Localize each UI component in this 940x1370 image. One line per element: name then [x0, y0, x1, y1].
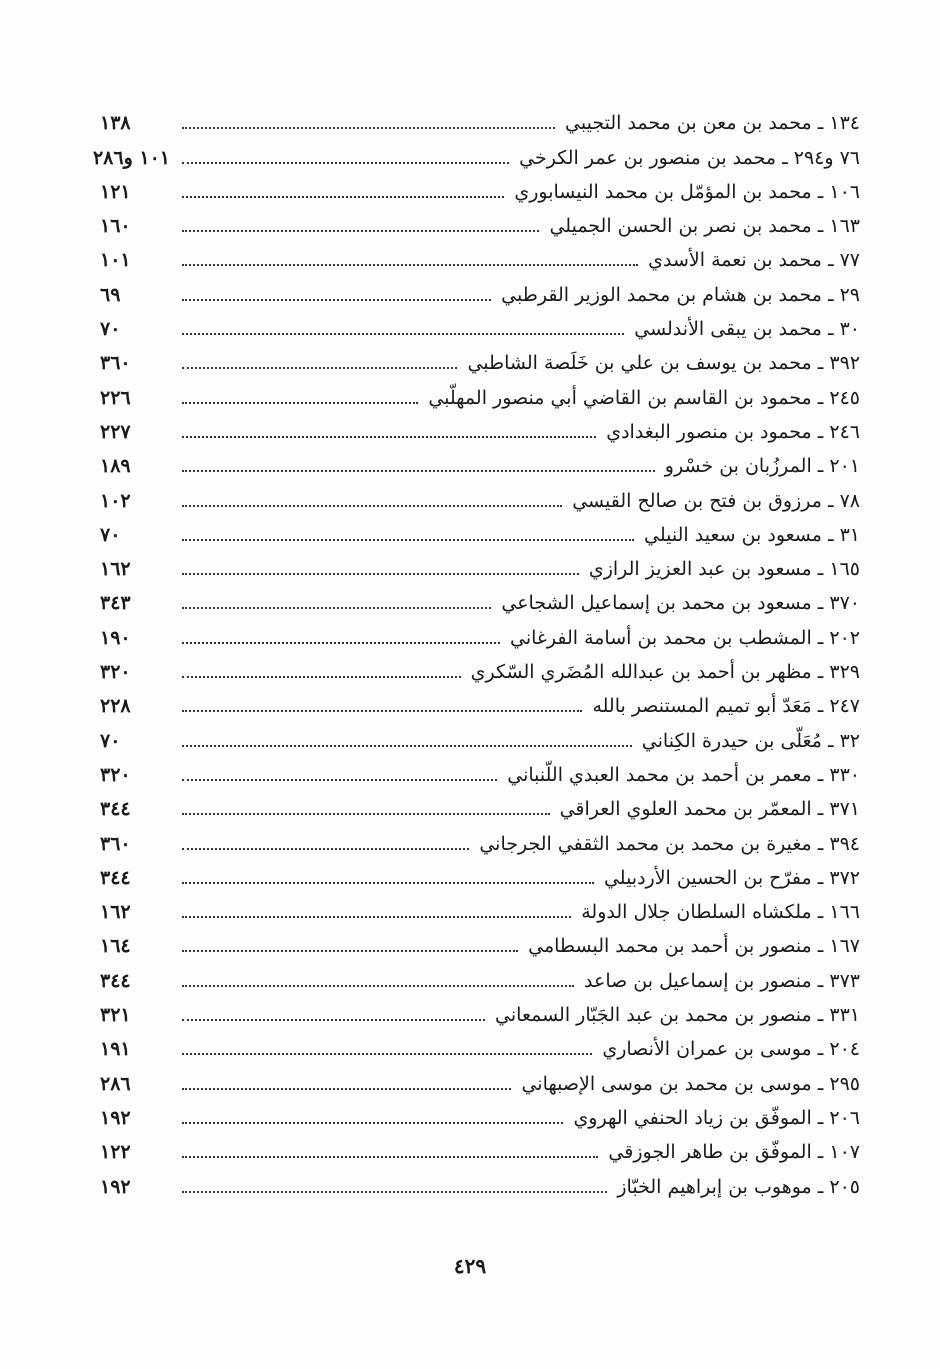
- entry-page-ref: ٧٠: [100, 523, 121, 546]
- index-entry: [100, 309, 860, 343]
- entry-page-ref: ١٠١: [100, 249, 131, 272]
- dot-leader: [182, 402, 418, 404]
- dot-leader: [182, 813, 550, 815]
- index-entry: [100, 995, 860, 1029]
- dot-leader: [182, 436, 596, 438]
- index-entry: [100, 720, 860, 754]
- entry-name: ٢٠٦ ـ الموفّق بن زياد الحنفي الهروي: [573, 1106, 860, 1129]
- entry-page-ref: ٧٠: [100, 729, 121, 752]
- entry-name: ٣٩٢ ـ محمد بن يوسف بن علي بن خَلَصة الشاطبي: [467, 352, 860, 375]
- entry-page-ref: ٧٠: [100, 318, 121, 341]
- index-entry: [100, 206, 860, 240]
- index-entry: [100, 755, 860, 789]
- entry-page-ref: ١٣٨: [100, 112, 131, 135]
- entry-name: ٣٧٣ ـ منصور بن إسماعيل بن صاعد: [584, 969, 860, 992]
- entry-page-ref: ١٦٤: [100, 935, 131, 958]
- index-entry: [100, 789, 860, 823]
- entry-page-ref: ٢٢٨: [100, 695, 131, 718]
- index-entry: [100, 892, 860, 926]
- entry-name: ٣٠ ـ محمد بن يبقى الأندلسي: [634, 318, 860, 341]
- dot-leader: [182, 162, 509, 164]
- dot-leader: [182, 264, 638, 266]
- index-entry: [100, 1098, 860, 1132]
- entry-page-ref: ٣٤٤: [100, 866, 131, 889]
- dot-leader: [182, 1053, 592, 1055]
- index-entry: [100, 926, 860, 960]
- index-entry: [100, 617, 860, 651]
- index-entry: [100, 823, 860, 857]
- entry-page-ref: ٣٤٣: [100, 592, 131, 615]
- entry-name: ٢٤٦ ـ محمود بن منصور البغدادي: [606, 420, 860, 443]
- entry-page-ref: ٢٢٦: [100, 386, 131, 409]
- entry-name: ٣٣٠ ـ معمر بن أحمد بن محمد العبدي اللّنباني: [507, 763, 860, 786]
- entry-page-ref: ١٢٢: [100, 1141, 131, 1164]
- entry-page-ref: ١٩١: [100, 1038, 131, 1061]
- entry-name: ١٦٧ ـ منصور بن أحمد بن محمد البسطامي: [528, 935, 860, 958]
- dot-leader: [182, 573, 579, 575]
- index-entry: [100, 446, 860, 480]
- dot-leader: [182, 985, 574, 987]
- entry-name: ١٠٦ ـ محمد بن المؤمّل بن محمد النيسابوري: [514, 180, 860, 203]
- entry-page-ref: ١٦٢: [100, 558, 131, 581]
- dot-leader: [182, 299, 491, 301]
- entry-page-ref: ٢٢٧: [100, 420, 131, 443]
- dot-leader: [182, 848, 469, 850]
- entry-name: ٧٦ و٢٩٤ ـ محمد بن منصور بن عمر الكرخي: [519, 146, 860, 169]
- dot-leader: [182, 367, 457, 369]
- index-entry: [100, 377, 860, 411]
- dot-leader: [182, 1019, 485, 1021]
- entry-name: ٣٢٩ ـ مظهر بن أحمد بن عبدالله المُضَري السّكري: [470, 661, 860, 684]
- dot-leader: [182, 710, 582, 712]
- entry-page-ref: ٣٦٠: [100, 832, 131, 855]
- entry-page-ref: ٣٦٠: [100, 352, 131, 375]
- index-entry: [100, 412, 860, 446]
- entry-name: ٣٩٤ ـ مغيرة بن محمد بن محمد الثقفي الجرجاني: [479, 832, 860, 855]
- entry-name: ٣١ ـ مسعود بن سعيد النيلي: [644, 523, 860, 546]
- entry-name: ٢٠٤ ـ موسى بن عمران الأنصاري: [602, 1038, 860, 1061]
- entry-name: ٣٧٢ ـ مفرّح بن الحسين الأردبيلي: [603, 866, 860, 889]
- dot-leader: [182, 950, 518, 952]
- dot-leader: [182, 1156, 598, 1158]
- entry-name: ١٠٧ ـ الموفّق بن طاهر الجوزقي: [608, 1141, 860, 1164]
- index-entry: [100, 480, 860, 514]
- page-number: ٤٢٩: [453, 1254, 487, 1278]
- entry-page-ref: ٣٢٠: [100, 661, 131, 684]
- index-entry: [92, 137, 860, 171]
- dot-leader: [182, 1088, 511, 1090]
- entry-name: ٢٤٧ ـ مَعَدّ أبو تميم المستنصر بالله: [592, 695, 860, 718]
- dot-leader: [182, 607, 491, 609]
- index-entry: [100, 172, 860, 206]
- index-entry: [100, 1166, 860, 1200]
- index-entry: [100, 1063, 860, 1097]
- dot-leader: [182, 127, 555, 129]
- index-entry: [100, 652, 860, 686]
- dot-leader: [182, 1191, 607, 1193]
- index-entry: [100, 583, 860, 617]
- index-entry: [100, 1029, 860, 1063]
- dot-leader: [182, 1122, 563, 1124]
- entry-page-ref: ٢٨٦: [100, 1072, 131, 1095]
- entry-page-ref: ١٦٢: [100, 901, 131, 924]
- dot-leader: [182, 745, 632, 747]
- entry-page-ref: ٣٤٤: [100, 798, 131, 821]
- index-entry: [100, 240, 860, 274]
- entry-name: ٣٧١ ـ المعمّر بن محمد العلوي العراقي: [559, 798, 860, 821]
- index-entry: [100, 686, 860, 720]
- entry-name: ٢٩٥ ـ موسى بن محمد بن موسى الإصبهاني: [521, 1072, 860, 1095]
- entry-page-ref: ٣٤٤: [100, 969, 131, 992]
- entry-page-ref: ١٢١: [100, 180, 131, 203]
- entry-page-ref: ١٩٢: [100, 1106, 131, 1129]
- dot-leader: [182, 505, 562, 507]
- index-entry: [100, 343, 860, 377]
- dot-leader: [182, 196, 504, 198]
- entry-page-ref: ١٨٩: [100, 455, 131, 478]
- dot-leader: [182, 539, 634, 541]
- entry-page-ref: ٦٩: [100, 283, 121, 306]
- entry-page-ref: ٣٢١: [100, 1004, 131, 1027]
- dot-leader: [182, 642, 500, 644]
- entry-name: ١٦٥ ـ مسعود بن عبد العزيز الرازي: [588, 558, 860, 581]
- entry-name: ٢٩ ـ محمد بن هشام بن محمد الوزير القرطبي: [501, 283, 860, 306]
- dot-leader: [182, 779, 497, 781]
- entry-name: ٣٣١ ـ منصور بن محمد بن عبد الجَبّار السمعاني: [495, 1004, 860, 1027]
- entry-page-ref: ١٠٢: [100, 489, 131, 512]
- entry-page-ref: ١٠١ و٢٨٦: [92, 146, 170, 169]
- entry-name: ٢٤٥ ـ محمود بن القاسم بن القاضي أبي منصور المهلّبي: [428, 386, 860, 409]
- entry-page-ref: ٣٢٠: [100, 763, 131, 786]
- entry-page-ref: ١٦٠: [100, 215, 131, 238]
- entry-name: ٢٠١ ـ المرزُبان بن خسْرو: [664, 455, 860, 478]
- index-entry: [100, 858, 860, 892]
- index-entries-list: [92, 103, 860, 1201]
- index-entry: [100, 515, 860, 549]
- entry-name: ٢٠٢ ـ المشطب بن محمد بن أسامة الفرغاني: [510, 626, 860, 649]
- entry-name: ٣٢ ـ مُعَلّى بن حيدرة الكِناني: [641, 729, 860, 752]
- dot-leader: [182, 470, 655, 472]
- index-entry: [100, 1132, 860, 1166]
- entry-name: ١٦٣ ـ محمد بن نصر بن الحسن الجميلي: [549, 215, 860, 238]
- entry-name: ٧٨ ـ مرزوق بن فتح بن صالح القيسي: [572, 489, 860, 512]
- index-entry: [100, 549, 860, 583]
- entry-name: ٣٧٠ ـ مسعود بن محمد بن إسماعيل الشجاعي: [501, 592, 860, 615]
- index-entry: [100, 274, 860, 308]
- dot-leader: [182, 882, 594, 884]
- dot-leader: [182, 676, 461, 678]
- entry-name: ٧٧ ـ محمد بن نعمة الأسدي: [648, 249, 860, 272]
- entry-name: ٢٠٥ ـ موهوب بن إبراهيم الخبّاز: [617, 1175, 860, 1198]
- dot-leader: [182, 333, 624, 335]
- index-entry: [100, 960, 860, 994]
- entry-name: ١٦٦ ـ ملكشاه السلطان جلال الدولة: [581, 901, 860, 924]
- entry-page-ref: ١٩٢: [100, 1175, 131, 1198]
- index-entry: [100, 103, 860, 137]
- entry-name: ١٣٤ ـ محمد بن معن بن محمد التجيبي: [565, 112, 860, 135]
- dot-leader: [182, 916, 571, 918]
- entry-page-ref: ١٩٠: [100, 626, 131, 649]
- dot-leader: [182, 230, 539, 232]
